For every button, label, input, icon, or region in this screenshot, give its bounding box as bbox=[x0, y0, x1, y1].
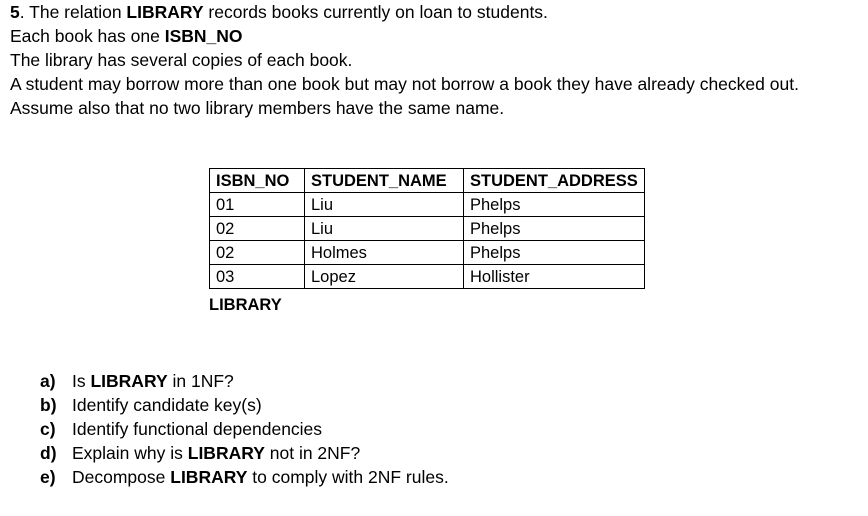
cell-isbn-no: 01 bbox=[210, 193, 305, 217]
relation-name: LIBRARY bbox=[126, 2, 204, 22]
question-item: a) Is LIBRARY in 1NF? bbox=[40, 371, 234, 391]
isbn-term: ISBN_NO bbox=[164, 26, 243, 46]
question-letter: d) bbox=[40, 443, 57, 463]
cell-student-address: Phelps bbox=[464, 241, 645, 265]
header-isbn-no: ISBN_NO bbox=[210, 169, 305, 193]
table-row bbox=[210, 217, 645, 241]
table-row bbox=[210, 193, 645, 217]
question-letter: a) bbox=[40, 371, 56, 391]
library-table bbox=[209, 168, 645, 289]
problem-line-3: The library has several copies of each book. bbox=[10, 50, 353, 70]
cell-student-name: Liu bbox=[305, 217, 464, 241]
question-item: c) Identify functional dependencies bbox=[40, 419, 323, 439]
problem-statement bbox=[10, 0, 860, 120]
table-header-row bbox=[210, 169, 645, 193]
problem-line-4: A student may borrow more than one book but may not borrow a book they have already checked out. Assume also that no two library members have the same name. bbox=[10, 74, 799, 118]
question-letter: e) bbox=[40, 467, 56, 487]
cell-student-name: Lopez bbox=[305, 265, 464, 289]
question-letter: c) bbox=[40, 419, 56, 439]
cell-isbn-no: 02 bbox=[210, 217, 305, 241]
cell-isbn-no: 03 bbox=[210, 265, 305, 289]
cell-isbn-no: 02 bbox=[210, 241, 305, 265]
question-list bbox=[40, 369, 449, 489]
header-student-name: STUDENT_NAME bbox=[305, 169, 464, 193]
cell-student-address: Hollister bbox=[464, 265, 645, 289]
header-student-address: STUDENT_ADDRESS bbox=[464, 169, 645, 193]
question-item: b) Identify candidate key(s) bbox=[40, 395, 262, 415]
table-caption: LIBRARY bbox=[209, 296, 282, 314]
question-item: e) Decompose LIBRARY to comply with 2NF rules. bbox=[40, 467, 449, 487]
question-item: d) Explain why is LIBRARY not in 2NF? bbox=[40, 443, 361, 463]
cell-student-address: Phelps bbox=[464, 217, 645, 241]
problem-number: 5 bbox=[10, 2, 20, 22]
table-row bbox=[210, 265, 645, 289]
cell-student-name: Liu bbox=[305, 193, 464, 217]
cell-student-address: Phelps bbox=[464, 193, 645, 217]
cell-student-name: Holmes bbox=[305, 241, 464, 265]
question-letter: b) bbox=[40, 395, 57, 415]
problem-line-1: 5. The relation LIBRARY records books currently on loan to students. bbox=[10, 2, 548, 22]
problem-line-2: Each book has one ISBN_NO bbox=[10, 26, 243, 46]
table-row bbox=[210, 241, 645, 265]
